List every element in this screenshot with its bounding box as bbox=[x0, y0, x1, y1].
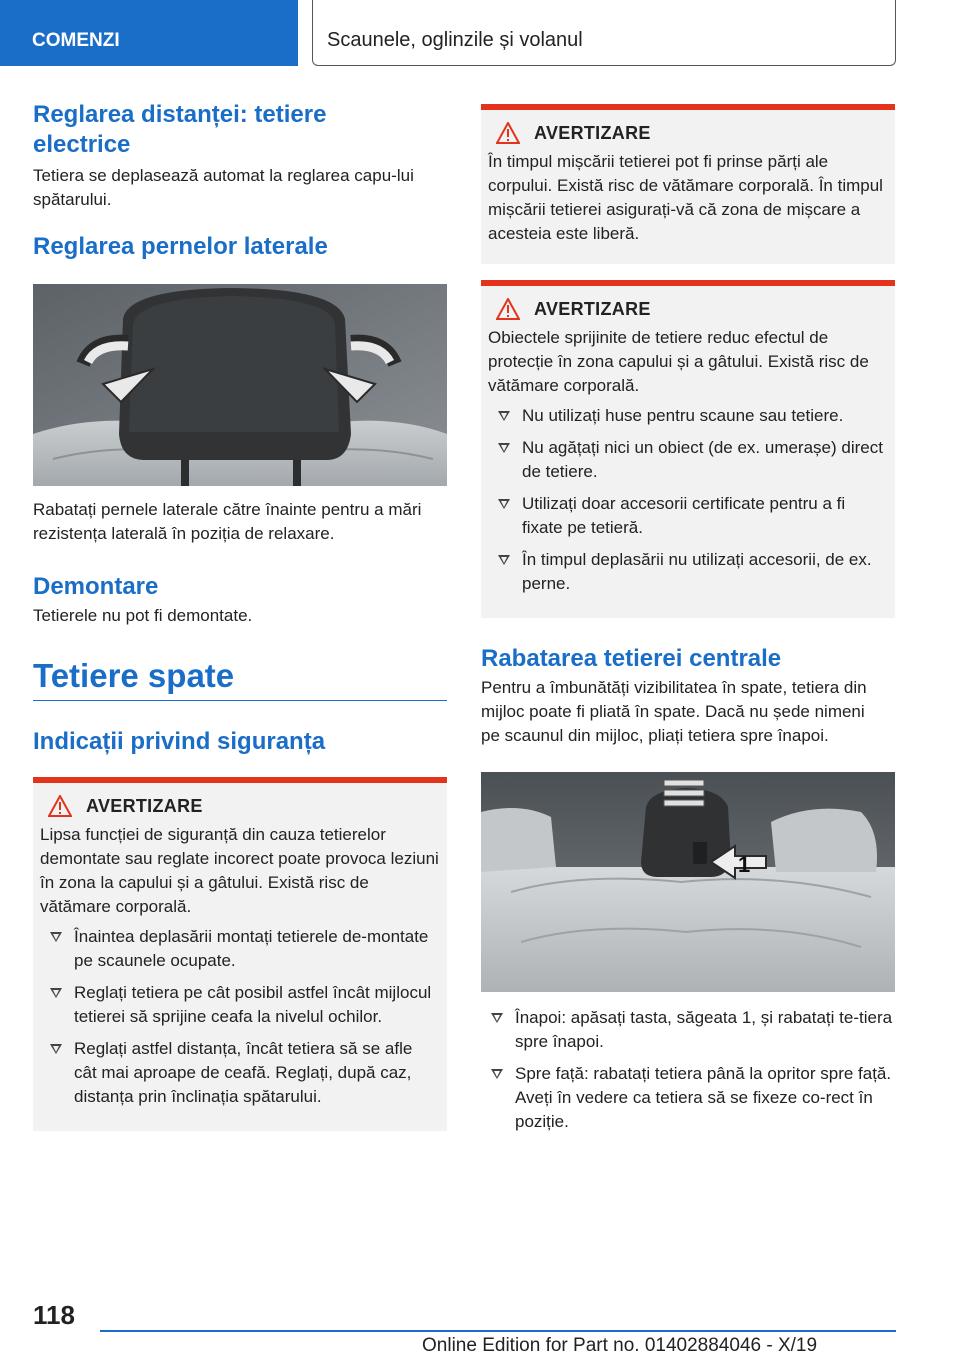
heading-safety-notes: Indicații privind siguranța bbox=[33, 728, 326, 755]
list-item: Nu utilizați huse pentru scaune sau tetiere. bbox=[488, 404, 887, 428]
footer-divider bbox=[100, 1330, 896, 1332]
warning-title: AVERTIZARE bbox=[86, 795, 203, 816]
text-side-cushions: Rabatați pernele laterale către înainte pentru a mări rezistența laterală în poziția de relaxare. bbox=[33, 500, 422, 543]
list-item: Înapoi: apăsați tasta, săgeata 1, și rabatați te-tiera spre înapoi. bbox=[481, 1006, 895, 1054]
center-headrest-illustration bbox=[481, 772, 895, 992]
warning-title: AVERTIZARE bbox=[534, 122, 651, 143]
warning-text: Lipsa funcției de siguranță din cauza tetierelor demontate sau reglate incorect poate provoca leziuni în zona la capului și a gâtului. Există risc de vătămare corporală. bbox=[40, 825, 439, 916]
left-column bbox=[33, 100, 447, 1131]
bullet-triangle-icon bbox=[50, 932, 62, 942]
warning-triangle-icon bbox=[496, 298, 520, 320]
warning-triangle-icon bbox=[48, 795, 72, 817]
warning-triangle-icon bbox=[496, 122, 520, 144]
warning-text: În timpul mișcării tetierei pot fi prinse părți ale corpului. Există risc de vătămare corporală. În timpul mișcării tetierei asigurați-vă că zona de mișcare a acesteia este liberă. bbox=[488, 152, 883, 243]
edition-text: Online Edition for Part no. 01402884046 - X/19 bbox=[422, 1335, 818, 1356]
figure-center-headrest bbox=[481, 772, 895, 992]
list-item: Utilizați doar accesorii certificate pentru a fi fixate pe tetieră. bbox=[488, 492, 887, 540]
bullet-triangle-icon bbox=[498, 411, 510, 421]
list-item: Înaintea deplasării montați tetierele de-montate pe scaunele ocupate. bbox=[40, 925, 439, 973]
page-number: 118 bbox=[33, 1300, 75, 1330]
figure-callout-label: 1 bbox=[738, 852, 751, 877]
text-distance: Tetiera se deplasează automat la reglarea capu-lui spătarului. bbox=[33, 166, 414, 209]
headrest-side-illustration bbox=[33, 284, 447, 486]
list-item: În timpul deplasării nu utilizați accesorii, de ex. perne. bbox=[488, 548, 887, 596]
bullet-triangle-icon bbox=[498, 443, 510, 453]
heading-side-cushions: Reglarea pernelor laterale bbox=[33, 233, 328, 260]
text-removal: Tetierele nu pot fi demontate. bbox=[33, 606, 253, 625]
list-item: Reglați tetiera pe cât posibil astfel încât mijlocul tetierei să sprijine ceafa la nivelul ochilor. bbox=[40, 981, 439, 1029]
right-column bbox=[481, 104, 895, 1142]
warning-list bbox=[488, 404, 887, 596]
fold-steps-list bbox=[481, 1006, 895, 1134]
page-header bbox=[0, 0, 960, 66]
bullet-triangle-icon bbox=[498, 555, 510, 565]
warning-box-safety bbox=[33, 777, 447, 1131]
text-fold-center: Pentru a îmbunătăți vizibilitatea în spate, tetiera din mijloc poate fi pliată în spate. Dacă nu șede nimeni pe scaunul din mijloc, pliați tetiera spre înapoi. bbox=[481, 678, 867, 745]
warning-text: Obiectele sprijinite de tetiere reduc efectul de protecție în zona capului și a gâtului. Există risc de vătămare corporală. bbox=[488, 328, 869, 395]
list-item: Reglați astfel distanța, încât tetiera să se afle cât mai aproape de ceafă. Reglați, după caz, distanța prin înclinația spătarului. bbox=[40, 1037, 439, 1109]
list-item: Nu agățați nici un obiect (de ex. umerașe) direct de tetiere. bbox=[488, 436, 887, 484]
bullet-triangle-icon bbox=[491, 1013, 503, 1023]
warning-title: AVERTIZARE bbox=[534, 298, 651, 319]
list-item: Spre față: rabatați tetiera până la opritor spre față. Aveți în vedere ca tetiera să se fixeze co-rect în poziție. bbox=[481, 1062, 895, 1134]
heading-distance: Reglarea distanței: tetiere electrice bbox=[33, 101, 327, 158]
heading-removal: Demontare bbox=[33, 573, 159, 600]
warning-list bbox=[40, 925, 439, 1109]
heading-fold-center: Rabatarea tetierei centrale bbox=[481, 645, 782, 672]
heading-rear-headrests: Tetiere spate bbox=[33, 656, 447, 701]
chapter-title: Scaunele, oglinzile și volanul bbox=[312, 0, 896, 66]
warning-box-movement bbox=[481, 104, 895, 264]
bullet-triangle-icon bbox=[498, 499, 510, 509]
warning-box-objects bbox=[481, 280, 895, 618]
bullet-triangle-icon bbox=[50, 1044, 62, 1054]
figure-side-cushions bbox=[33, 284, 447, 486]
section-tab: COMENZI bbox=[0, 0, 298, 66]
bullet-triangle-icon bbox=[50, 988, 62, 998]
bullet-triangle-icon bbox=[491, 1069, 503, 1079]
